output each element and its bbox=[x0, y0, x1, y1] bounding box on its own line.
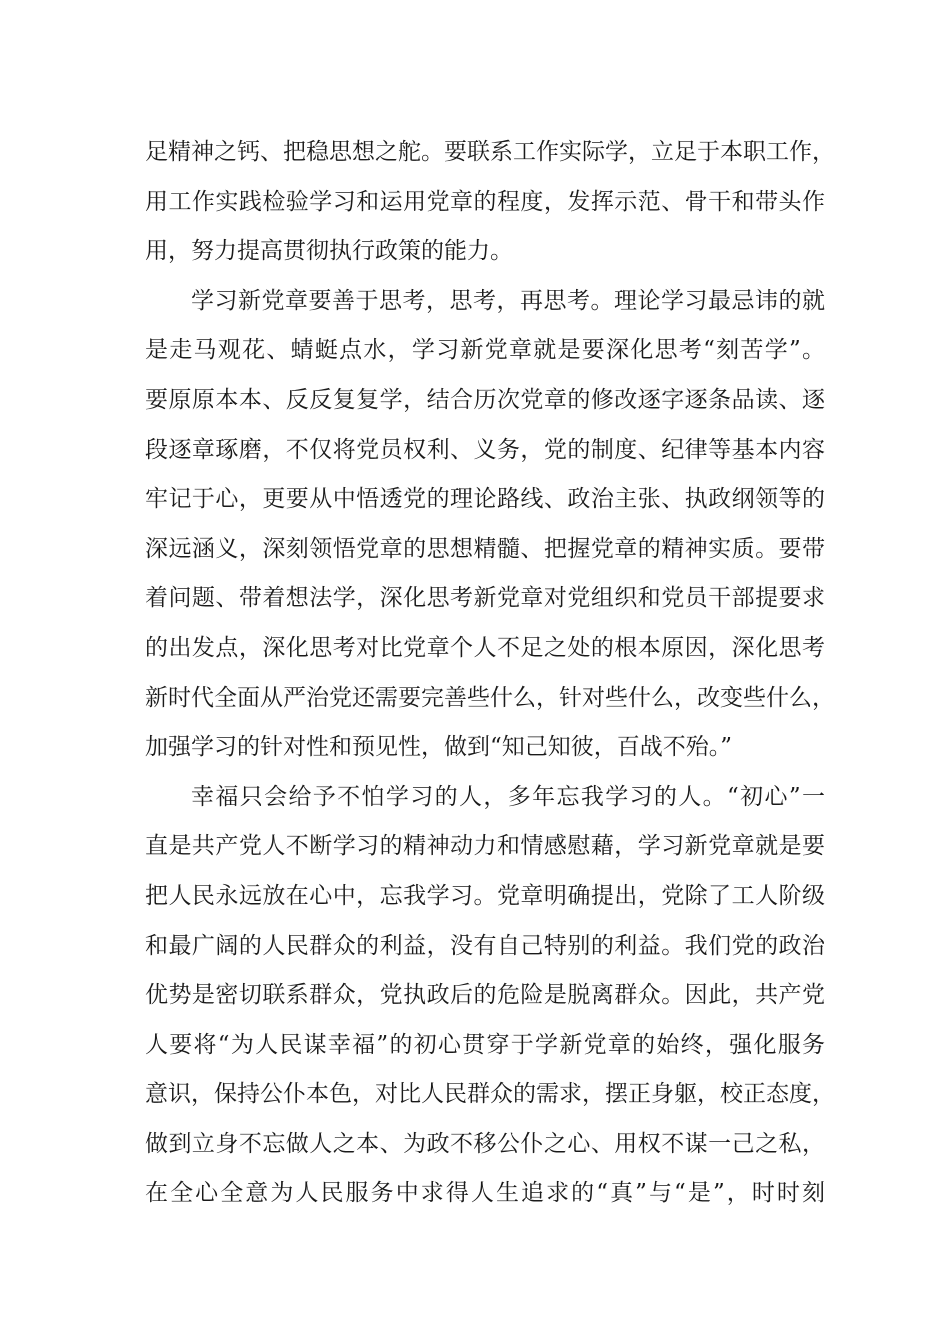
text-line: 足精神之钙、把稳思想之舵。要联系工作实际学，立足于本职工作， bbox=[145, 139, 835, 165]
text-line: 和最广阔的人民群众的利益，没有自己特别的利益。我们党的政治 bbox=[145, 932, 825, 959]
text-line: 学习新党章要善于思考，思考，再思考。理论学习最忌讳的就 bbox=[191, 287, 825, 314]
text-line: 加强学习的针对性和预见性，做到“知己知彼，百战不殆。” bbox=[145, 734, 733, 761]
body-text bbox=[145, 128, 835, 1219]
text-line: 把人民永远放在心中，忘我学习。党章明确提出，党除了工人阶级 bbox=[145, 882, 825, 909]
text-line: 优势是密切联系群众，党执政后的危险是脱离群众。因此，共产党 bbox=[145, 982, 825, 1009]
text-line: 意识，保持公仆本色，对比人民群众的需求，摆正身躯，校正态度， bbox=[145, 1081, 835, 1108]
text-line: 做到立身不忘做人之本、为政不移公仆之心、用权不谋一己之私， bbox=[145, 1130, 825, 1157]
text-line: 牢记于心，更要从中悟透党的理论路线、政治主张、执政纲领等的 bbox=[145, 486, 825, 513]
text-line: 用，努力提高贯彻执行政策的能力。 bbox=[145, 238, 513, 265]
text-line: 深远涵义，深刻领悟党章的思想精髓、把握党章的精神实质。要带 bbox=[145, 535, 825, 562]
text-line: 着问题、带着想法学，深化思考新党章对党组织和党员干部提要求 bbox=[145, 585, 825, 612]
text-line: 新时代全面从严治党还需要完善些什么，针对些什么，改变些什么， bbox=[145, 684, 835, 711]
text-line: 要原原本本、反反复复学，结合历次党章的修改逐字逐条品读、逐 bbox=[145, 386, 825, 413]
text-line: 用工作实践检验学习和运用党章的程度，发挥示范、骨干和带头作 bbox=[145, 188, 825, 215]
text-line: 的出发点，深化思考对比党章个人不足之处的根本原因，深化思考 bbox=[145, 634, 825, 661]
text-line: 在全心全意为人民服务中求得人生追求的“真”与“是”，时时刻 bbox=[145, 1180, 825, 1207]
paragraph-2 bbox=[145, 277, 835, 773]
text-line: 是走马观花、蜻蜓点水，学习新党章就是要深化思考“刻苦学”。 bbox=[145, 337, 825, 364]
text-line: 幸福只会给予不怕学习的人，多年忘我学习的人。“初心”一 bbox=[191, 783, 825, 810]
text-line: 段逐章琢磨，不仅将党员权利、义务，党的制度、纪律等基本内容 bbox=[145, 436, 825, 463]
text-line: 人要将“为人民谋幸福”的初心贯穿于学新党章的始终，强化服务 bbox=[145, 1031, 825, 1058]
paragraph-1 bbox=[145, 128, 835, 277]
text-line: 直是共产党人不断学习的精神动力和情感慰藉，学习新党章就是要 bbox=[145, 833, 825, 860]
paragraph-3 bbox=[145, 773, 835, 1219]
